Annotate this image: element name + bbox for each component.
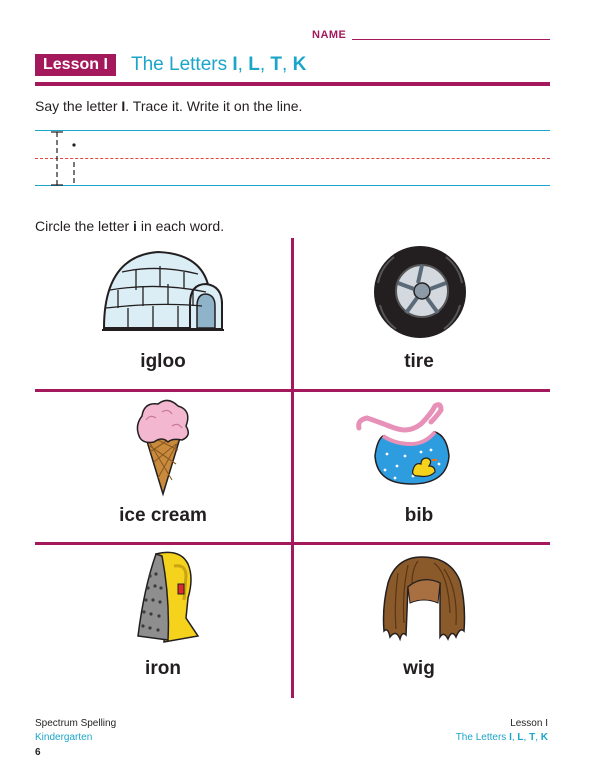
name-label: NAME bbox=[312, 29, 347, 41]
trace-letter-i-icon bbox=[35, 128, 95, 190]
page-number: 6 bbox=[35, 747, 41, 758]
word-ice-cream: ice cream bbox=[119, 505, 207, 526]
word-bib: bib bbox=[404, 505, 434, 526]
trace-instruction: Say the letter I. Trace it. Write it on the line. bbox=[35, 98, 303, 114]
ice-cream-icon bbox=[132, 398, 194, 498]
title-letter-l: L bbox=[248, 54, 260, 75]
word-tire: tire bbox=[404, 351, 434, 372]
title-letter-k: K bbox=[292, 54, 307, 75]
circle-instruction: Circle the letter i in each word. bbox=[35, 218, 225, 234]
footer-lesson-title: The Letters I, L, T, K bbox=[455, 732, 548, 743]
grid-horizontal-divider-2 bbox=[35, 542, 550, 545]
word-iron: iron bbox=[145, 658, 181, 679]
lesson-badge: Lesson I bbox=[35, 54, 116, 76]
name-line[interactable] bbox=[352, 39, 550, 40]
lesson-title-prefix: The Letters bbox=[131, 54, 228, 75]
handwriting-lines[interactable] bbox=[35, 128, 550, 188]
footer-grade: Kindergarten bbox=[35, 732, 93, 743]
bib-icon bbox=[355, 400, 455, 488]
lesson-title: The Letters I, L, T, K bbox=[131, 54, 307, 75]
title-letter-i: I bbox=[232, 54, 238, 75]
footer-publisher: Spectrum Spelling bbox=[35, 718, 117, 729]
name-field[interactable] bbox=[312, 28, 552, 44]
iron-icon bbox=[130, 548, 200, 646]
wig-icon bbox=[378, 553, 468, 645]
writing-base-line bbox=[35, 185, 550, 186]
grid-horizontal-divider-1 bbox=[35, 389, 550, 392]
footer-lesson: Lesson I bbox=[510, 718, 548, 729]
tire-icon bbox=[370, 243, 470, 341]
lesson-title-row bbox=[35, 52, 550, 82]
title-letter-t: T bbox=[270, 54, 283, 75]
word-wig: wig bbox=[403, 658, 435, 679]
igloo-icon bbox=[98, 244, 228, 336]
writing-mid-line bbox=[35, 158, 550, 159]
grid-vertical-divider bbox=[291, 238, 294, 698]
title-divider bbox=[35, 82, 550, 86]
word-igloo: igloo bbox=[140, 351, 186, 372]
writing-top-line bbox=[35, 130, 550, 131]
